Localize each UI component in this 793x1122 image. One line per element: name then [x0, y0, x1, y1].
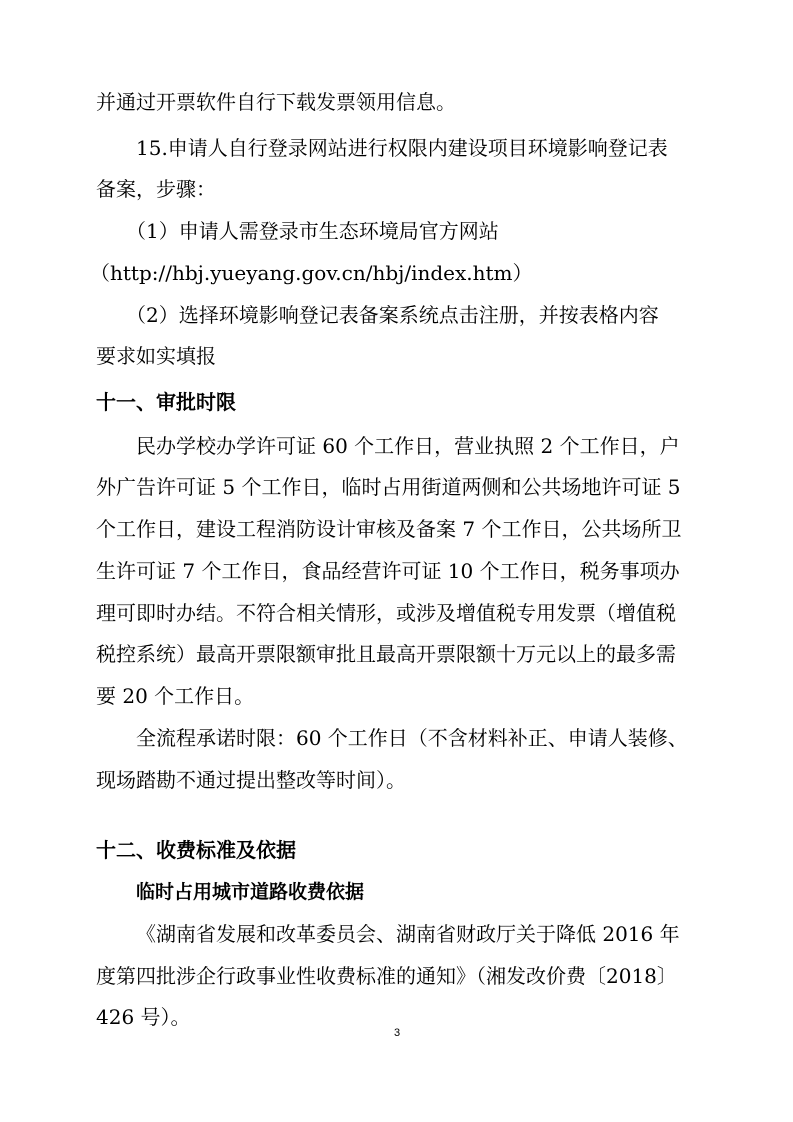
url-line: （http://hbj.yueyang.gov.cn/hbj/index.htm）: [90, 261, 533, 285]
paragraph-line: 度第四批涉企行政事业性收费标准的通知》（湘发改价费〔2018〕: [96, 964, 677, 988]
text-line: （2）选择环境影响登记表备案系统点击注册，并按表格内容: [126, 303, 659, 327]
paragraph-line: 税控系统）最高开票限额审批且最高开票限额十万元以上的最多需: [96, 642, 676, 666]
section-heading-approval-time: 十一、审批时限: [96, 390, 236, 414]
text-line: 15.申请人自行登录网站进行权限内建设项目环境影响登记表: [136, 136, 668, 160]
paragraph-line: 现场踏勘不通过提出整改等时间）。: [96, 768, 406, 792]
text-line: （1）申请人需登录市生态环境局官方网站: [126, 219, 499, 243]
paragraph-line: 理可即时办结。不符合相关情形，或涉及增值税专用发票（增值税: [96, 601, 676, 625]
paragraph-line: 民办学校办学许可证 60 个工作日，营业执照 2 个工作日，户: [136, 434, 680, 458]
text-line: 并通过开票软件自行下载发票领用信息。: [96, 90, 456, 114]
paragraph-line: 要 20 个工作日。: [96, 684, 255, 708]
text-line: 备案，步骤：: [96, 177, 216, 201]
paragraph-line: 全流程承诺时限：60 个工作日（不含材料补正、申请人装修、: [136, 726, 688, 750]
paragraph-line: 生许可证 7 个工作日，食品经营许可证 10 个工作日，税务事项办: [96, 559, 680, 583]
paragraph-line: 《湖南省发展和改革委员会、湖南省财政厅关于降低 2016 年: [136, 922, 680, 946]
subsection-heading: 临时占用城市道路收费依据: [136, 881, 365, 903]
paragraph-line: 个工作日，建设工程消防设计审核及备案 7 个工作日，公共场所卫: [96, 517, 682, 541]
paragraph-line: 外广告许可证 5 个工作日，临时占用街道两侧和公共场地许可证 5: [96, 475, 681, 499]
page-number: 3: [393, 1027, 401, 1039]
paragraph-line: 426 号）。: [96, 1005, 191, 1029]
section-heading-fees: 十二、收费标准及依据: [96, 838, 296, 862]
text-line: 要求如实填报: [96, 344, 216, 368]
